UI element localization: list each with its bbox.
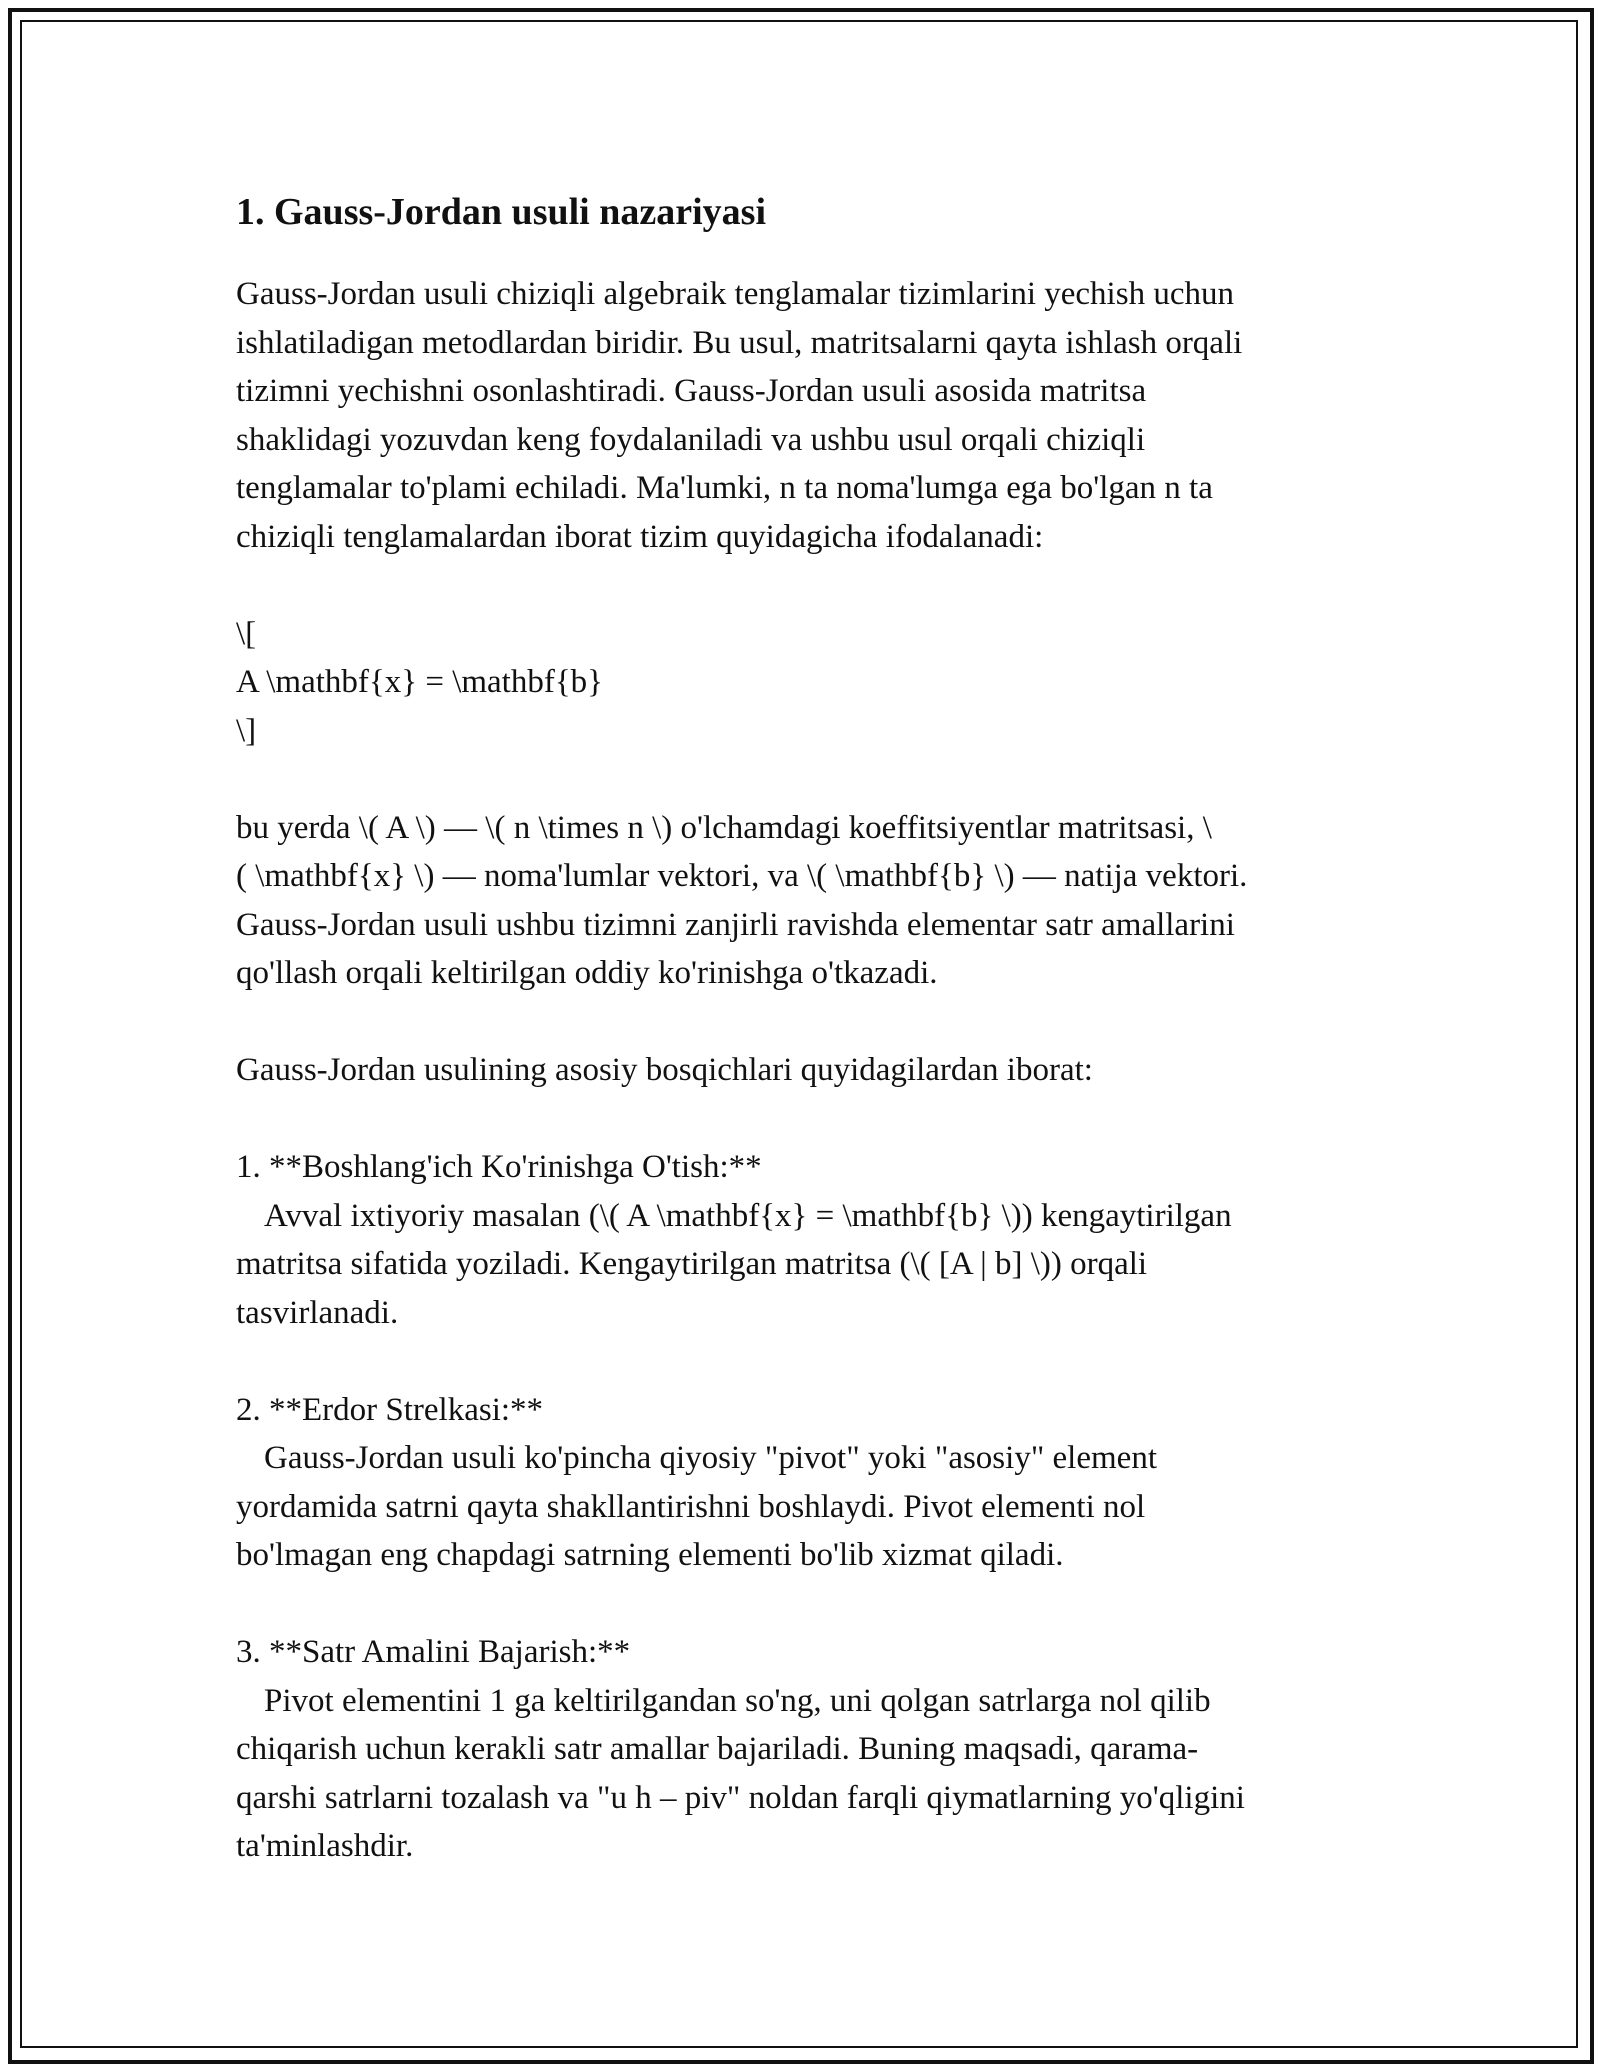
step-item [236, 1143, 1386, 1337]
section-title: 1. Gauss-Jordan usuli nazariyasi [236, 191, 766, 233]
intro-paragraph [236, 270, 1386, 561]
equation-line: A \mathbf{x} = \mathbf{b} [236, 664, 604, 700]
intro-line: ishlatiladigan metodlardan biridir. Bu usul, matritsalarni qayta ishlash orqali [236, 324, 1243, 361]
step-line: bo'lmagan eng chapdagi satrning elementi bo'lib xizmat qiladi. [236, 1537, 1064, 1573]
step-line: Avval ixtiyoriy masalan (\( A \mathbf{x} = \mathbf{b} \)) kengaytirilgan [264, 1197, 1232, 1234]
explanation-line: ( \mathbf{x} \) — noma'lumlar vektori, va \( \mathbf{b} \) — natija vektori. [236, 858, 1248, 894]
step-line: tasvirlanadi. [236, 1294, 399, 1331]
explanation-paragraph [236, 804, 1386, 998]
intro-line: chiziqli tenglamalardan iborat tizim quyidagicha ifodalanadi: [236, 518, 1044, 555]
step-line: Pivot elementini 1 ga keltirilgandan so'ng, uni qolgan satrlarga nol qilib [264, 1682, 1211, 1719]
step-heading: 1. **Boshlang'ich Ko'rinishga O'tish:** [236, 1149, 762, 1185]
step-heading: 3. **Satr Amalini Bajarish:** [236, 1634, 631, 1670]
step-line: ta'minlashdir. [236, 1828, 414, 1864]
explanation-line: Gauss-Jordan usuli ushbu tizimni zanjirli ravishda elementar satr amallarini [236, 906, 1235, 943]
equation-line: \] [236, 712, 257, 749]
explanation-line: qo'llash orqali keltirilgan oddiy ko'rinishga o'tkazadi. [236, 955, 938, 991]
step-item [236, 1628, 1386, 1871]
document-body [236, 186, 1386, 1871]
explanation-line: bu yerda \( A \) — \( n \times n \) o'lchamdagi koeffitsiyentlar matritsasi, \ [236, 809, 1212, 846]
equation-block [236, 610, 1386, 756]
intro-line: tizimni yechishni osonlashtiradi. Gauss-Jordan usuli asosida matritsa [236, 373, 1147, 409]
step-line: yordamida satrni qayta shakllantirishni boshlaydi. Pivot elementi nol [236, 1488, 1146, 1525]
step-heading: 2. **Erdor Strelkasi:** [236, 1391, 544, 1428]
step-line: qarshi satrlarni tozalash va "u h – piv" noldan farqli qiymatlarning yo'qligini [236, 1779, 1245, 1816]
step-line: Gauss-Jordan usuli ko'pincha qiyosiy "pivot" yoki "asosiy" element [264, 1440, 1157, 1476]
intro-line: tenglamalar to'plami echiladi. Ma'lumki, n ta noma'lumga ega bo'lgan n ta [236, 470, 1213, 506]
intro-line: Gauss-Jordan usuli chiziqli algebraik tenglamalar tizimlarini yechish uchun [236, 276, 1234, 312]
steps-intro: Gauss-Jordan usulining asosiy bosqichlari quyidagilardan iborat: [236, 1052, 1093, 1088]
equation-line: \[ [236, 615, 257, 652]
step-line: chiqarish uchun kerakli satr amallar bajariladi. Buning maqsadi, qarama- [236, 1731, 1199, 1767]
step-item [236, 1386, 1386, 1580]
step-line: matritsa sifatida yoziladi. Kengaytirilgan matritsa (\( [A | b] \)) orqali [236, 1246, 1148, 1282]
intro-line: shaklidagi yozuvdan keng foydalaniladi va ushbu usul orqali chiziqli [236, 421, 1146, 458]
